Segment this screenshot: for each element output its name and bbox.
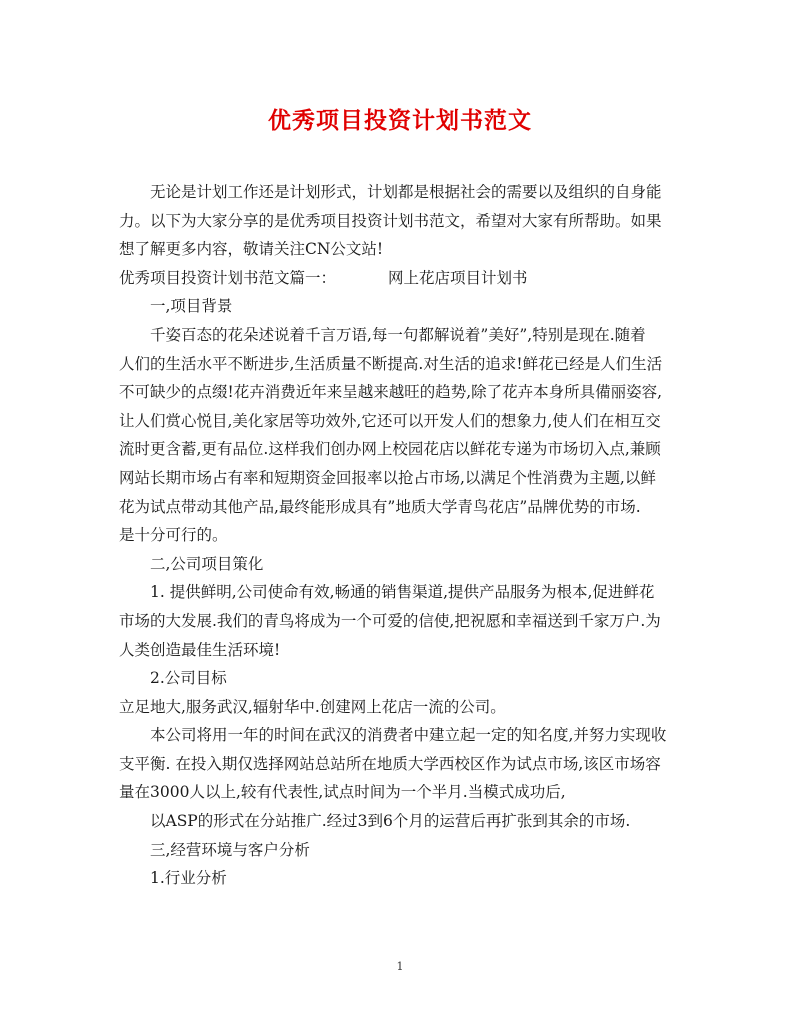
sec1-line: 不可缺少的点缀!花卉消费近年来呈越来越旺的趋势,除了花卉本身所具備丽姿容,	[119, 383, 663, 402]
sec3-title: 三,经营环境与客户分析	[150, 840, 310, 859]
intro-line: 力。以下为大家分享的是优秀项目投资计划书范文，希望对大家有所帮助。如果	[119, 211, 662, 230]
sec1-line: 让人们赏心悦目,美化家居等功效外,它还可以开发人们的想象力,使人们在相互交	[119, 411, 661, 430]
heading-right: 网上花店项目计划书	[388, 268, 528, 287]
sec2-title: 二,公司项目策化	[150, 554, 264, 573]
sec1-line: 网站长期市场占有率和短期资金回报率以抢占市场,以满足个性消费为主题,以鲜	[119, 468, 656, 487]
sec2-line: 本公司将用一年的时间在武汉的消费者中建立起一定的知名度,并努力实现收	[150, 726, 667, 745]
sec2-item1	[119, 578, 684, 607]
document-body	[119, 178, 684, 893]
sec2-tail: 以ASP的形式在分站推广.经过3到6个月的运营后再扩张到其余的市场.	[150, 812, 631, 831]
document-title: 优秀项目投资计划书范文	[268, 107, 532, 134]
sec2-paragraph	[119, 721, 684, 750]
sec2-item2-line: 立足地大,服务武汉,辐射华中.创建网上花店一流的公司。	[119, 697, 506, 716]
page-number: 1	[396, 960, 404, 973]
sec1-line: 花为试点带动其他产品,最终能形成具有”地质大学青鸟花店”品牌优势的市场.	[119, 497, 641, 516]
intro-line: 无论是计划工作还是计划形式，计划都是根据社会的需要以及组织的自身能	[150, 183, 662, 201]
sec2-item2-title: 2.公司目标	[150, 669, 227, 688]
sec1-line: 人们的生活水平不断进步,生活质量不断提高.对生活的追求!鲜花已经是人们生活	[119, 354, 663, 373]
sec2-item1-line: 市场的大发展.我们的青鸟将成为一个可爱的信使,把祝愿和幸福送到千家万户.为	[119, 611, 661, 630]
section-heading	[119, 264, 684, 293]
intro-paragraph	[119, 178, 684, 207]
intro-paragraph-cont	[119, 207, 684, 264]
sec1-line: 流时更含蓄,更有品位.这样我们创办网上校园花店以鲜花专递为市场切入点,兼顾	[119, 440, 661, 459]
heading-left: 优秀项目投资计划书范文篇一：	[119, 268, 337, 287]
sec1-paragraph-cont	[119, 350, 684, 550]
sec2-line: 支平衡. 在投入期仅选择网站总站所在地质大学西校区作为试点市场,该区市场容	[119, 754, 661, 773]
sec2-item1-cont	[119, 607, 684, 664]
sec3-item1: 1.行业分析	[150, 869, 227, 888]
sec2-paragraph-cont	[119, 750, 684, 807]
sec2-item1-line: 1. 提供鲜明,公司使命有效,畅通的销售渠道,提供产品服务为根本,促进鲜花	[150, 583, 655, 602]
sec1-line: 是十分可行的。	[119, 526, 228, 545]
sec1-paragraph	[119, 321, 684, 350]
sec2-item1-line: 人类创造最佳生活环境!	[119, 640, 281, 659]
intro-line: 想了解更多内容，敬请关注CN公文站!	[119, 240, 384, 259]
sec2-line: 量在3000人以上,较有代表性,试点时间为一个半月.当模式成功后,	[119, 783, 566, 802]
sec1-line: 千姿百态的花朵述说着千言万语,每一句都解说着”美好”,特别是现在.随着	[150, 325, 646, 344]
sec1-title: 一,项目背景	[150, 297, 233, 316]
